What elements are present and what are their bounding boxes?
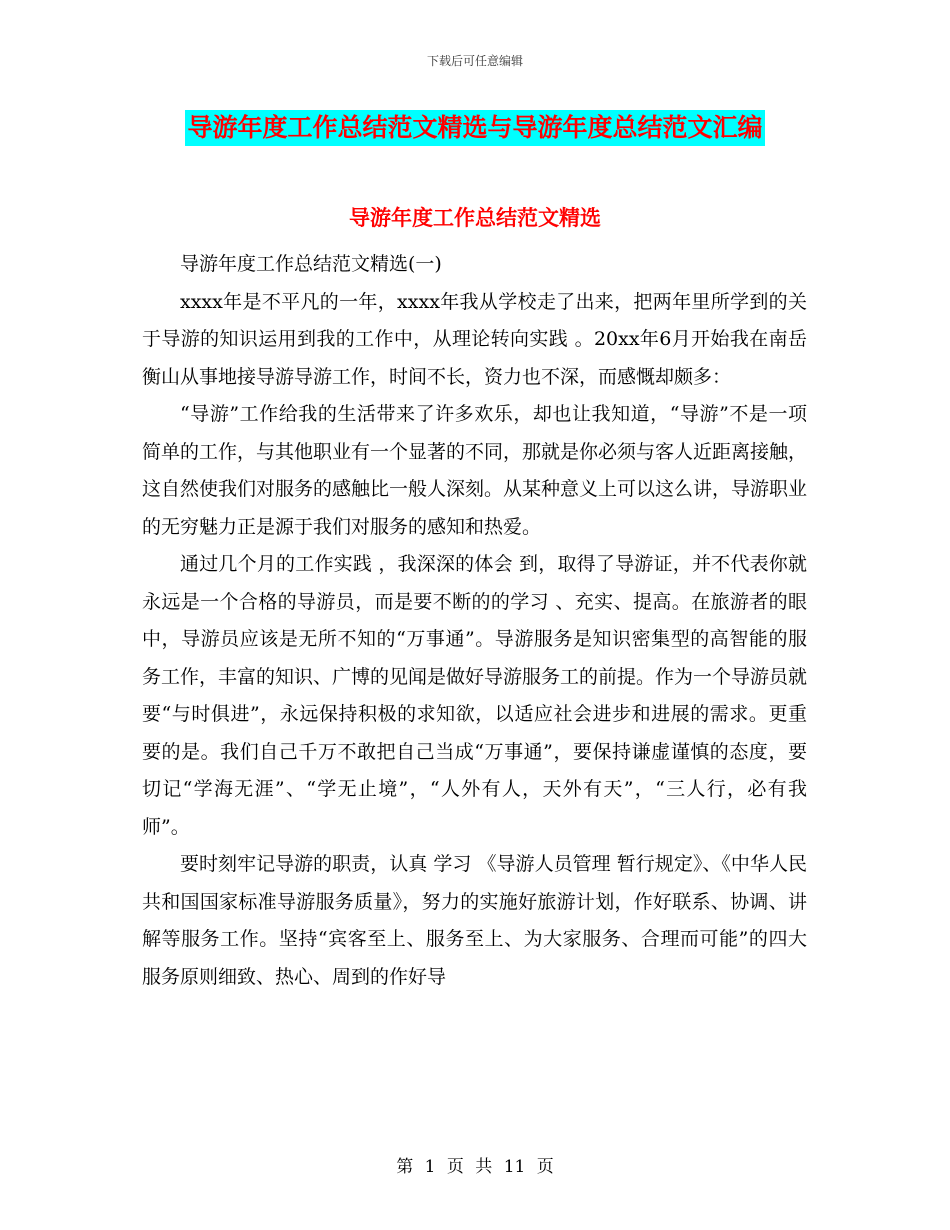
paragraph-subtitle: 导游年度工作总结范文精选(一) (180, 253, 442, 275)
section-title: 导游年度工作总结范文精选 (349, 206, 601, 230)
document-title: 导游年度工作总结范文精选与导游年度总结范文汇编 (185, 110, 764, 146)
page-number-footer: 第 1 页 共 11 页 (396, 1157, 554, 1177)
paragraph: xxxx年是不平凡的一年，xxxx年我从学校走了出来，把两年里所学到的关于导游的知识运用到我的工作中，从理论转向实践 。20xx年6月开始我在南岳衡山从事地接导游导游工作，时间不长，资力也不深，而感慨却颇多： (142, 290, 807, 388)
paragraph: “导游”工作给我的生活带来了许多欢乐，却也让我知道，“导游”不是一项简单的工作，与其他职业有一个显著的不同，那就是你必须与客人近距离接触，这自然使我们对服务的感触比一般人深刻。从某种意义上可以这么讲，导游职业的无穷魅力正是源于我们对服务的感知和热爱。 (142, 403, 808, 538)
paragraph: 通过几个月的工作实践 ，我深深的体会 到，取得了导游证，并不代表你就永远是一个合格的导游员，而是要不断的的学习 、充实、提高。在旅游者的眼中，导游员应该是无所不知的“万事通”。导游服务是知识密集型的高智能的服务工作，丰富的知识、广博的见闻是做好导游服务工的前提。作为一个导游员就要“与时俱进”，永远保持积极的求知欲，以适应社会进步和进展的需求。更重要的是。我们自己千万不敢把自己当成“万事通”，要保持谦虚谨慎的态度，要切记“学海无涯”、“学无止境”，“人外有人，天外有天”，“三人行，必有我师”。 (142, 553, 808, 838)
paragraph: 要时刻牢记导游的职责，认真 学习 《导游人员管理 暂行规定》、《中华人民共和国国家标准导游服务质量》，努力的实施好旅游计划，作好联系、协调、讲解等服务工作。坚持“宾客至上、服务至上、为大家服务、合理而可能”的四大服务原则细致、热心、周到的作好导 (142, 853, 807, 988)
document-title-container (0, 110, 950, 146)
document-body (142, 246, 807, 996)
page-header: 下载后可任意编辑 (426, 54, 523, 68)
